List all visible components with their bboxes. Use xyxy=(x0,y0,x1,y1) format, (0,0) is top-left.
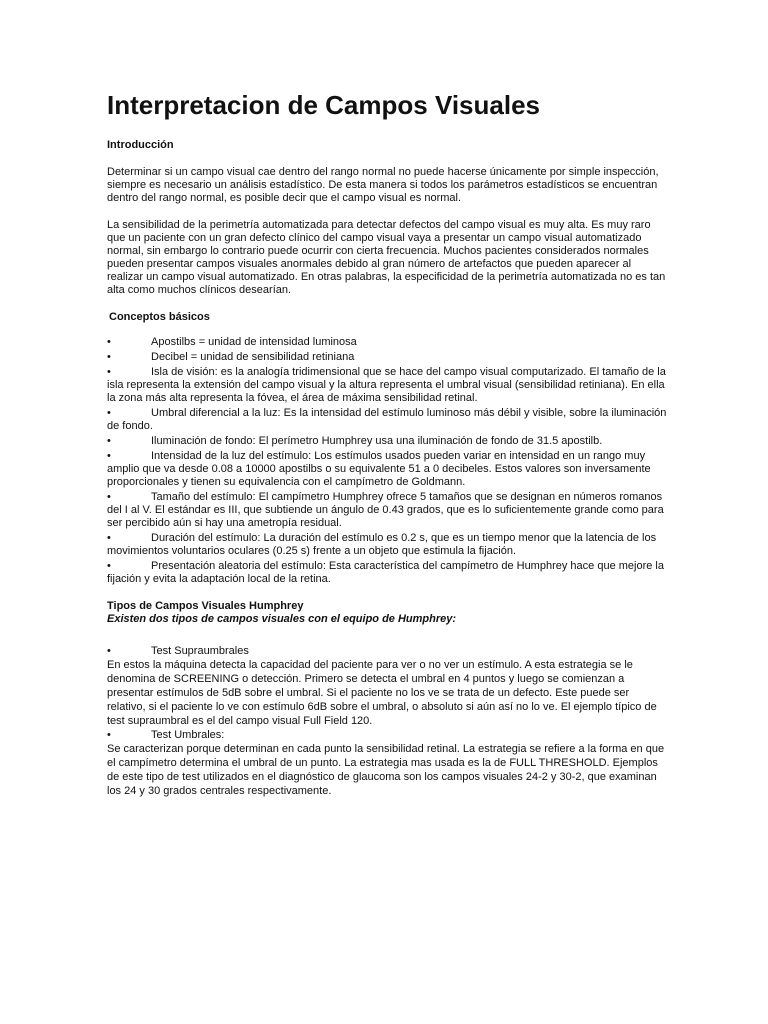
list-item-text: Isla de visión: es la analogía tridimensional que se hace del campo visual computarizado. El tamaño de la isla representa la extensión del campo visual y la altura representa el umbral visual (sensibilidad retiniana). En ella la zona más alta representa la fóvea, el área de máxima sensibilidad retinal. xyxy=(107,366,666,404)
list-item-text: Umbral diferencial a la luz: Es la intensidad del estímulo luminoso más débil y visible, sobre la iluminación de fondo. xyxy=(107,407,667,432)
list-item xyxy=(107,366,667,405)
bullet-icon: • xyxy=(107,407,111,419)
intro-heading: Introducción xyxy=(107,139,174,151)
list-item-text: Test Umbrales: xyxy=(151,729,225,741)
supra-paragraph: En estos la máquina detecta la capacidad del paciente para ver o no ver un estímulo. A esta estrategia se le denomina de SCREENING o detección. Primero se detecta el umbral en 4 puntos y luego se comienzan a presentar estímulos de 5dB sobre el umbral. Si el paciente no los ve se trata de un defecto. Este puede ser relativo, si el paciente lo ve con estímulo 6dB sobre el umbral, o absoluto si aún así no lo ve. El ejemplo típico de test supraumbral es el del campo visual Full Field 120. xyxy=(107,659,657,727)
tipos-subheading: Existen dos tipos de campos visuales con el equipo de Humphrey: xyxy=(107,613,457,625)
intro-paragraph-2: La sensibilidad de la perimetría automatizada para detectar defectos del campo visual es muy alta. Es muy raro que un paciente con un gran defecto clínico del campo visual vaya a presentar un campo visual automatizado normal, sin embargo lo contrario puede ocurrir con cierta frecuencia. Muchos pacientes considerados normales pueden presentar campos visuales anormales debido al gran número de artefactos que pueden aparecer al realizar un campo visual automatizado. En otras palabras, la especificidad de la perimetría automatizada no es tan alta como muchos clínicos desearían. xyxy=(107,219,666,296)
umbral-paragraph: Se caracterizan porque determinan en cada punto la sensibilidad retinal. La estrategia se refiere a la forma en que el campímetro determina el umbral de un punto. La estrategia mas usada es la de FULL THRESHOLD. Ejemplos de este tipo de test utilizados en el diagnóstico de glaucoma son los campos visuales 24-2 y 30-2, que examinan los 24 y 30 grados centrales respectivamente. xyxy=(107,743,665,797)
list-item xyxy=(107,450,667,489)
list-item xyxy=(107,728,667,742)
list-item xyxy=(107,560,667,586)
tipos-heading: Tipos de Campos Visuales Humphrey xyxy=(107,600,304,612)
list-item-text: Duración del estímulo: La duración del estímulo es 0.2 s, que es un tiempo menor que la latencia de los movimientos voluntarios oculares (0.25 s) frente a un objeto que estimula la fijación. xyxy=(107,532,657,557)
tipos-list xyxy=(107,644,667,798)
bullet-icon: • xyxy=(107,366,111,378)
concepts-list xyxy=(107,336,667,586)
bullet-icon: • xyxy=(107,729,111,741)
bullet-icon: • xyxy=(107,435,111,447)
list-item-text: Apostilbs = unidad de intensidad luminosa xyxy=(151,336,357,348)
list-item xyxy=(107,644,667,658)
list-item xyxy=(107,491,667,530)
list-item xyxy=(107,407,667,433)
list-item xyxy=(107,351,667,364)
list-item xyxy=(107,532,667,558)
bullet-icon: • xyxy=(107,532,111,544)
document-content xyxy=(107,88,667,798)
page-title: Interpretacion de Campos Visuales xyxy=(107,90,540,120)
list-item-text: Intensidad de la luz del estímulo: Los estímulos usados pueden variar en intensidad en un rango muy amplio que va desde 0.08 a 10000 apostilbs o su equivalente 51 a 0 decibeles. Estos valores son inversamente proporcionales y tienen su equivalencia con el campímetro de Goldmann. xyxy=(107,450,651,488)
intro-paragraph-1: Determinar si un campo visual cae dentro del rango normal no puede hacerse únicamente por simple inspección, siempre es necesario un análisis estadístico. De esta manera si todos los parámetros estadísticos se encuentran dentro del rango normal, es posible decir que el campo visual es normal. xyxy=(107,166,659,204)
bullet-icon: • xyxy=(107,336,111,348)
list-item-text: Test Supraumbrales xyxy=(151,645,249,657)
list-item-text: Iluminación de fondo: El perímetro Humphrey usa una iluminación de fondo de 31.5 apostilb. xyxy=(151,435,603,447)
concepts-heading: Conceptos básicos xyxy=(109,311,210,323)
bullet-icon: • xyxy=(107,645,111,657)
bullet-icon: • xyxy=(107,560,111,572)
list-item-text: Decibel = unidad de sensibilidad retiniana xyxy=(151,351,355,363)
list-item xyxy=(107,336,667,349)
list-item-text: Presentación aleatoria del estímulo: Esta característica del campímetro de Humphrey hace que mejore la fijación y evita la adaptación local de la retina. xyxy=(107,560,664,585)
bullet-icon: • xyxy=(107,351,111,363)
bullet-icon: • xyxy=(107,450,111,462)
list-item xyxy=(107,435,667,448)
list-item-text: Tamaño del estímulo: El campímetro Humphrey ofrece 5 tamaños que se designan en números romanos del I al V. El estándar es III, que subtiende un ángulo de 0.43 grados, que es lo suficientemente grande como para ser percibido aún si hay una ametropía residual. xyxy=(107,491,664,529)
bullet-icon: • xyxy=(107,491,111,503)
